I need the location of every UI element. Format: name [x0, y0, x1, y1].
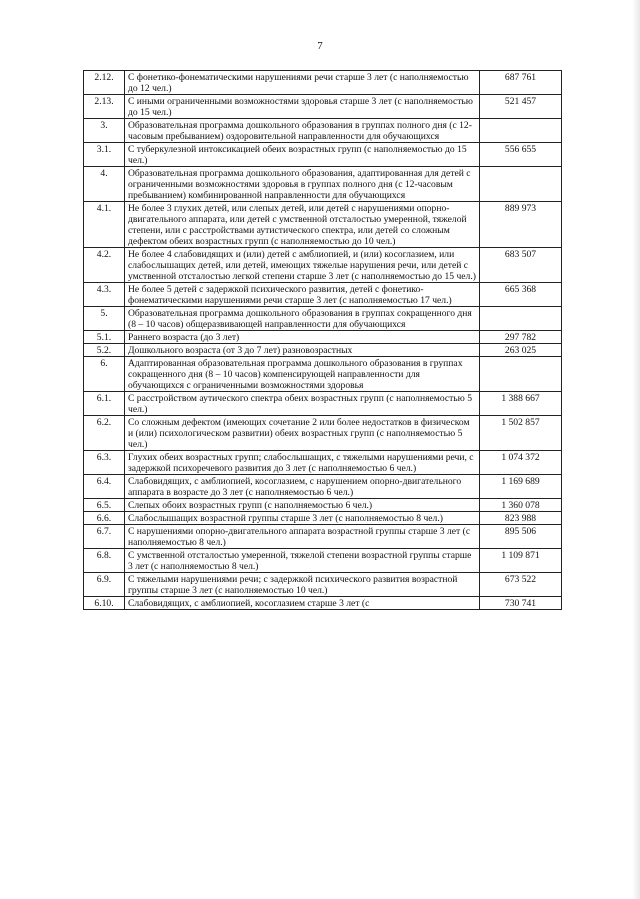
row-number: 5. [84, 307, 125, 331]
row-number: 6.7. [84, 525, 125, 549]
row-description: С фонетико-фонематическими нарушениями речи старше 3 лет (с наполняемостью до 12 чел.) [125, 71, 480, 95]
row-value: 521 457 [480, 95, 562, 119]
row-description: Раннего возраста (до 3 лет) [125, 331, 480, 344]
row-value: 1 388 667 [480, 392, 562, 416]
row-number: 6.1. [84, 392, 125, 416]
table-row [84, 597, 562, 610]
standards-table [83, 70, 562, 610]
table-row [84, 95, 562, 119]
row-description: С иными ограниченными возможностями здоровья старше 3 лет (с наполняемостью до 15 чел.) [125, 95, 480, 119]
table-row [84, 307, 562, 331]
row-number: 6. [84, 357, 125, 392]
row-description: Не более 3 глухих детей, или слепых детей, или детей с нарушениями опорно-двигательного аппарата, или детей с умственной отсталостью умеренной, тяжелой степени, или с расстройствами аутистического спектра, или детей со сложным дефектом обеих возрастных групп (с наполняемостью до 10 чел.) [125, 202, 480, 248]
row-value: 556 655 [480, 143, 562, 167]
row-number: 6.2. [84, 416, 125, 451]
table-row [84, 451, 562, 475]
row-number: 6.10. [84, 597, 125, 610]
row-value: 730 741 [480, 597, 562, 610]
row-number: 4.3. [84, 283, 125, 307]
row-description: Со сложным дефектом (имеющих сочетание 2 или более недостатков в физическом и (или) психологическом развитии) обеих возрастных групп (с наполняемостью 5 чел.) [125, 416, 480, 451]
table-body [84, 71, 562, 610]
row-value: 895 506 [480, 525, 562, 549]
row-value: 889 973 [480, 202, 562, 248]
row-value [480, 357, 562, 392]
table-row [84, 331, 562, 344]
row-description: С туберкулезной интоксикацией обеих возрастных групп (с наполняемостью до 15 чел.) [125, 143, 480, 167]
table-row [84, 573, 562, 597]
row-value [480, 119, 562, 143]
row-number: 6.8. [84, 549, 125, 573]
row-description: Адаптированная образовательная программа дошкольного образования в группах сокращенного дня (8 – 10 часов) компенсирующей направленности для обучающихся с ограниченными возможностями здоровья [125, 357, 480, 392]
row-value: 683 507 [480, 248, 562, 283]
table-row [84, 248, 562, 283]
row-value: 1 360 078 [480, 499, 562, 512]
row-description: С нарушениями опорно-двигательного аппарата возрастной группы старше 3 лет (с наполняемостью 8 чел.) [125, 525, 480, 549]
row-value: 1 109 871 [480, 549, 562, 573]
row-number: 6.6. [84, 512, 125, 525]
row-description: Слабовидящих, с амблиопией, косоглазием старше 3 лет (с [125, 597, 480, 610]
row-description: Не более 4 слабовидящих и (или) детей с амблиопией, и (или) косоглазием, или слабослышащих детей, или детей, имеющих тяжелые нарушения речи, или детей с умственной отсталостью легкой степени старше 3 лет (с наполняемостью до 15 чел.) [125, 248, 480, 283]
row-description: Образовательная программа дошкольного образования в группах полного дня (с 12-часовым пребыванием) оздоровительной направленности для обучающихся [125, 119, 480, 143]
row-value: 673 522 [480, 573, 562, 597]
row-value: 687 761 [480, 71, 562, 95]
row-number: 5.2. [84, 344, 125, 357]
table-row [84, 416, 562, 451]
row-number: 2.12. [84, 71, 125, 95]
row-description: Слепых обоих возрастных групп (с наполняемостью 6 чел.) [125, 499, 480, 512]
row-description: Образовательная программа дошкольного образования в группах сокращенного дня (8 – 10 часов) общеразвивающей направленности для обучающихся [125, 307, 480, 331]
row-value: 263 025 [480, 344, 562, 357]
table-row [84, 143, 562, 167]
table-row [84, 512, 562, 525]
table-row [84, 119, 562, 143]
row-description: Глухих обеих возрастных групп; слабослышащих, с тяжелыми нарушениями речи, с задержкой психоречевого развития до 3 лет (с наполняемостью 6 чел.) [125, 451, 480, 475]
row-value: 665 368 [480, 283, 562, 307]
table-row [84, 71, 562, 95]
table-row [84, 283, 562, 307]
row-number: 6.4. [84, 475, 125, 499]
scan-edge [632, 0, 640, 899]
row-value [480, 167, 562, 202]
row-description: Образовательная программа дошкольного образования, адаптированная для детей с ограниченными возможностями здоровья в группах полного дня (с 12-часовым пребыванием) комбинированной направленности для обучающихся [125, 167, 480, 202]
table-row [84, 167, 562, 202]
table-row [84, 392, 562, 416]
table-row [84, 549, 562, 573]
row-number: 6.9. [84, 573, 125, 597]
table-row [84, 475, 562, 499]
row-value: 1 074 372 [480, 451, 562, 475]
row-description: Слабослышащих возрастной группы старше 3 лет (с наполняемостью 8 чел.) [125, 512, 480, 525]
row-value: 297 782 [480, 331, 562, 344]
row-number: 6.5. [84, 499, 125, 512]
row-description: Не более 5 детей с задержкой психического развития, детей с фонетико-фонематическими нарушениями речи старше 3 лет (с наполняемостью 17 чел.) [125, 283, 480, 307]
row-description: Слабовидящих, с амблиопией, косоглазием, с нарушением опорно-двигательного аппарата в возрасте до 3 лет (с наполняемостью 6 чел.) [125, 475, 480, 499]
row-number: 5.1. [84, 331, 125, 344]
table-row [84, 202, 562, 248]
row-number: 3.1. [84, 143, 125, 167]
row-value: 1 169 689 [480, 475, 562, 499]
row-description: С расстройством аутического спектра обеих возрастных групп (с наполняемостью 5 чел.) [125, 392, 480, 416]
row-number: 4. [84, 167, 125, 202]
row-number: 4.1. [84, 202, 125, 248]
row-value: 1 502 857 [480, 416, 562, 451]
row-description: Дошкольного возраста (от 3 до 7 лет) разновозрастных [125, 344, 480, 357]
row-number: 2.13. [84, 95, 125, 119]
row-description: С тяжелыми нарушениями речи; с задержкой психического развития возрастной группы старше 3 лет (с наполняемостью 10 чел.) [125, 573, 480, 597]
table-row [84, 525, 562, 549]
table-row [84, 344, 562, 357]
row-number: 4.2. [84, 248, 125, 283]
table-row [84, 499, 562, 512]
row-value [480, 307, 562, 331]
table-row [84, 357, 562, 392]
row-number: 3. [84, 119, 125, 143]
row-description: С умственной отсталостью умеренной, тяжелой степени возрастной группы старше 3 лет (с наполняемостью 8 чел.) [125, 549, 480, 573]
row-value: 823 988 [480, 512, 562, 525]
page-number: 7 [317, 40, 323, 52]
row-number: 6.3. [84, 451, 125, 475]
